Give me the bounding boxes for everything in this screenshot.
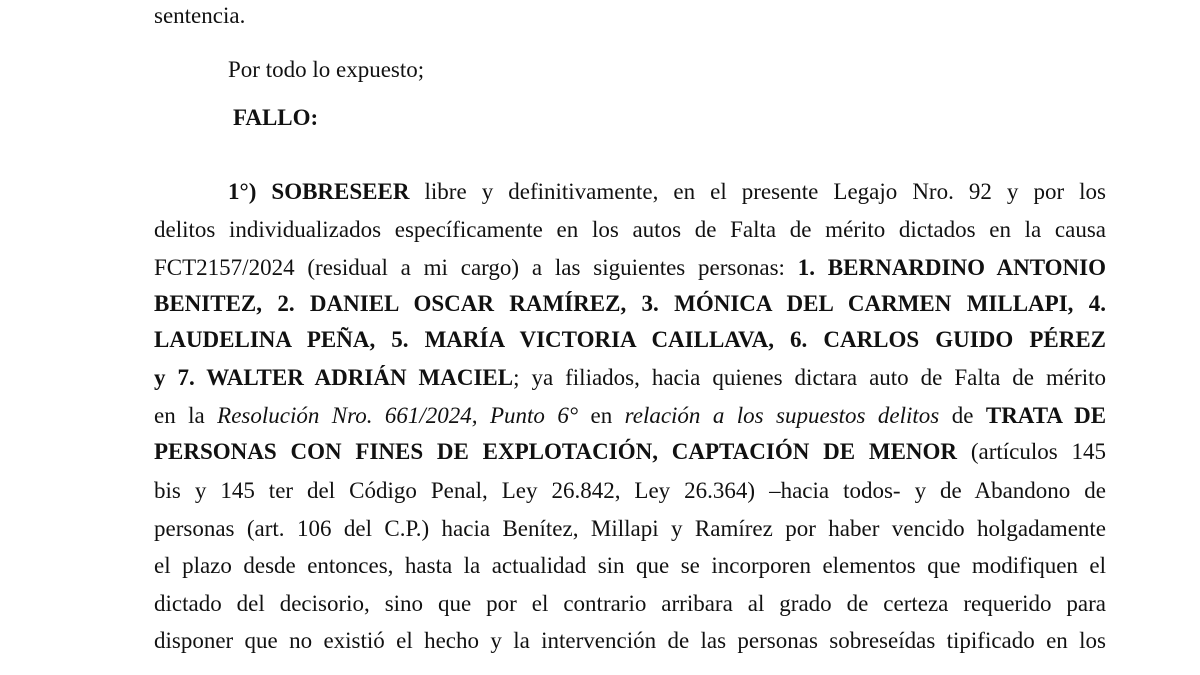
line7-italic-b: relación a los supuestos delitos (624, 403, 940, 428)
line1-rest: libre y definitivamente, en el presente Legajo Nro. 92 y por los (424, 179, 1107, 204)
paragraph-line-7 (154, 401, 1106, 431)
verb-sobreseer: SOBRESEER (271, 179, 410, 204)
paragraph-line-8 (154, 437, 1106, 467)
paragraph-line-13: disponer que no existió el hecho y la intervención de las personas sobreseídas tipificado en los (154, 628, 1106, 653)
paragraph-line-1 (228, 177, 1106, 207)
paragraph-line-12: dictado del decisorio, sino que por el contrario arribara al grado de certeza requerido para (154, 591, 1106, 616)
paragraph-line-5: LAUDELINA PEÑA, 5. MARÍA VICTORIA CAILLAVA, 6. CARLOS GUIDO PÉREZ (154, 327, 1106, 352)
paragraph-line-4: BENITEZ, 2. DANIEL OSCAR RAMÍREZ, 3. MÓNICA DEL CARMEN MILLAPI, 4. (154, 291, 1106, 316)
paragraph-line-11: el plazo desde entonces, hasta la actualidad sin que se incorporen elementos que modifiquen el (154, 553, 1106, 578)
paragraph-line-2: delitos individualizados específicamente en los autos de Falta de mérito dictados en la causa (154, 217, 1106, 242)
paragraph-line-6 (154, 363, 1106, 393)
line7-bold: TRATA DE (985, 403, 1107, 428)
item-number: 1°) (228, 179, 257, 204)
line3-plain: FCT2157/2024 (residual a mi cargo) a las siguientes personas: (154, 255, 785, 280)
line6-plain: ; ya filiados, hacia quienes dictara auto de Falta de mérito (513, 365, 1106, 390)
paragraph-line-9: bis y 145 ter del Código Penal, Ley 26.842, Ley 26.364) –hacia todos- y de Abandono de (154, 478, 1106, 503)
line8-bold: PERSONAS CON FINES DE EXPLOTACIÓN, CAPTACIÓN DE MENOR (154, 439, 958, 464)
top-word: sentencia. (154, 3, 246, 28)
line7-plain-b: en (590, 403, 613, 428)
intro-text: Por todo lo expuesto; (228, 57, 425, 82)
line7-plain-a: en la (154, 403, 205, 428)
line7-plain-c: de (951, 403, 974, 428)
line8-plain: (artículos 145 (970, 439, 1106, 464)
resolution-reference: Resolución Nro. 661/2024, Punto 6° (217, 403, 579, 428)
paragraph-line-10: personas (art. 106 del C.P.) hacia Benítez, Millapi y Ramírez por haber vencido holgadamente (154, 516, 1106, 541)
fallo-heading: FALLO: (233, 105, 319, 130)
line6-bold: y 7. WALTER ADRIÁN MACIEL (154, 365, 514, 390)
paragraph-line-3 (154, 253, 1106, 283)
line3-bold: 1. BERNARDINO ANTONIO (797, 255, 1106, 280)
